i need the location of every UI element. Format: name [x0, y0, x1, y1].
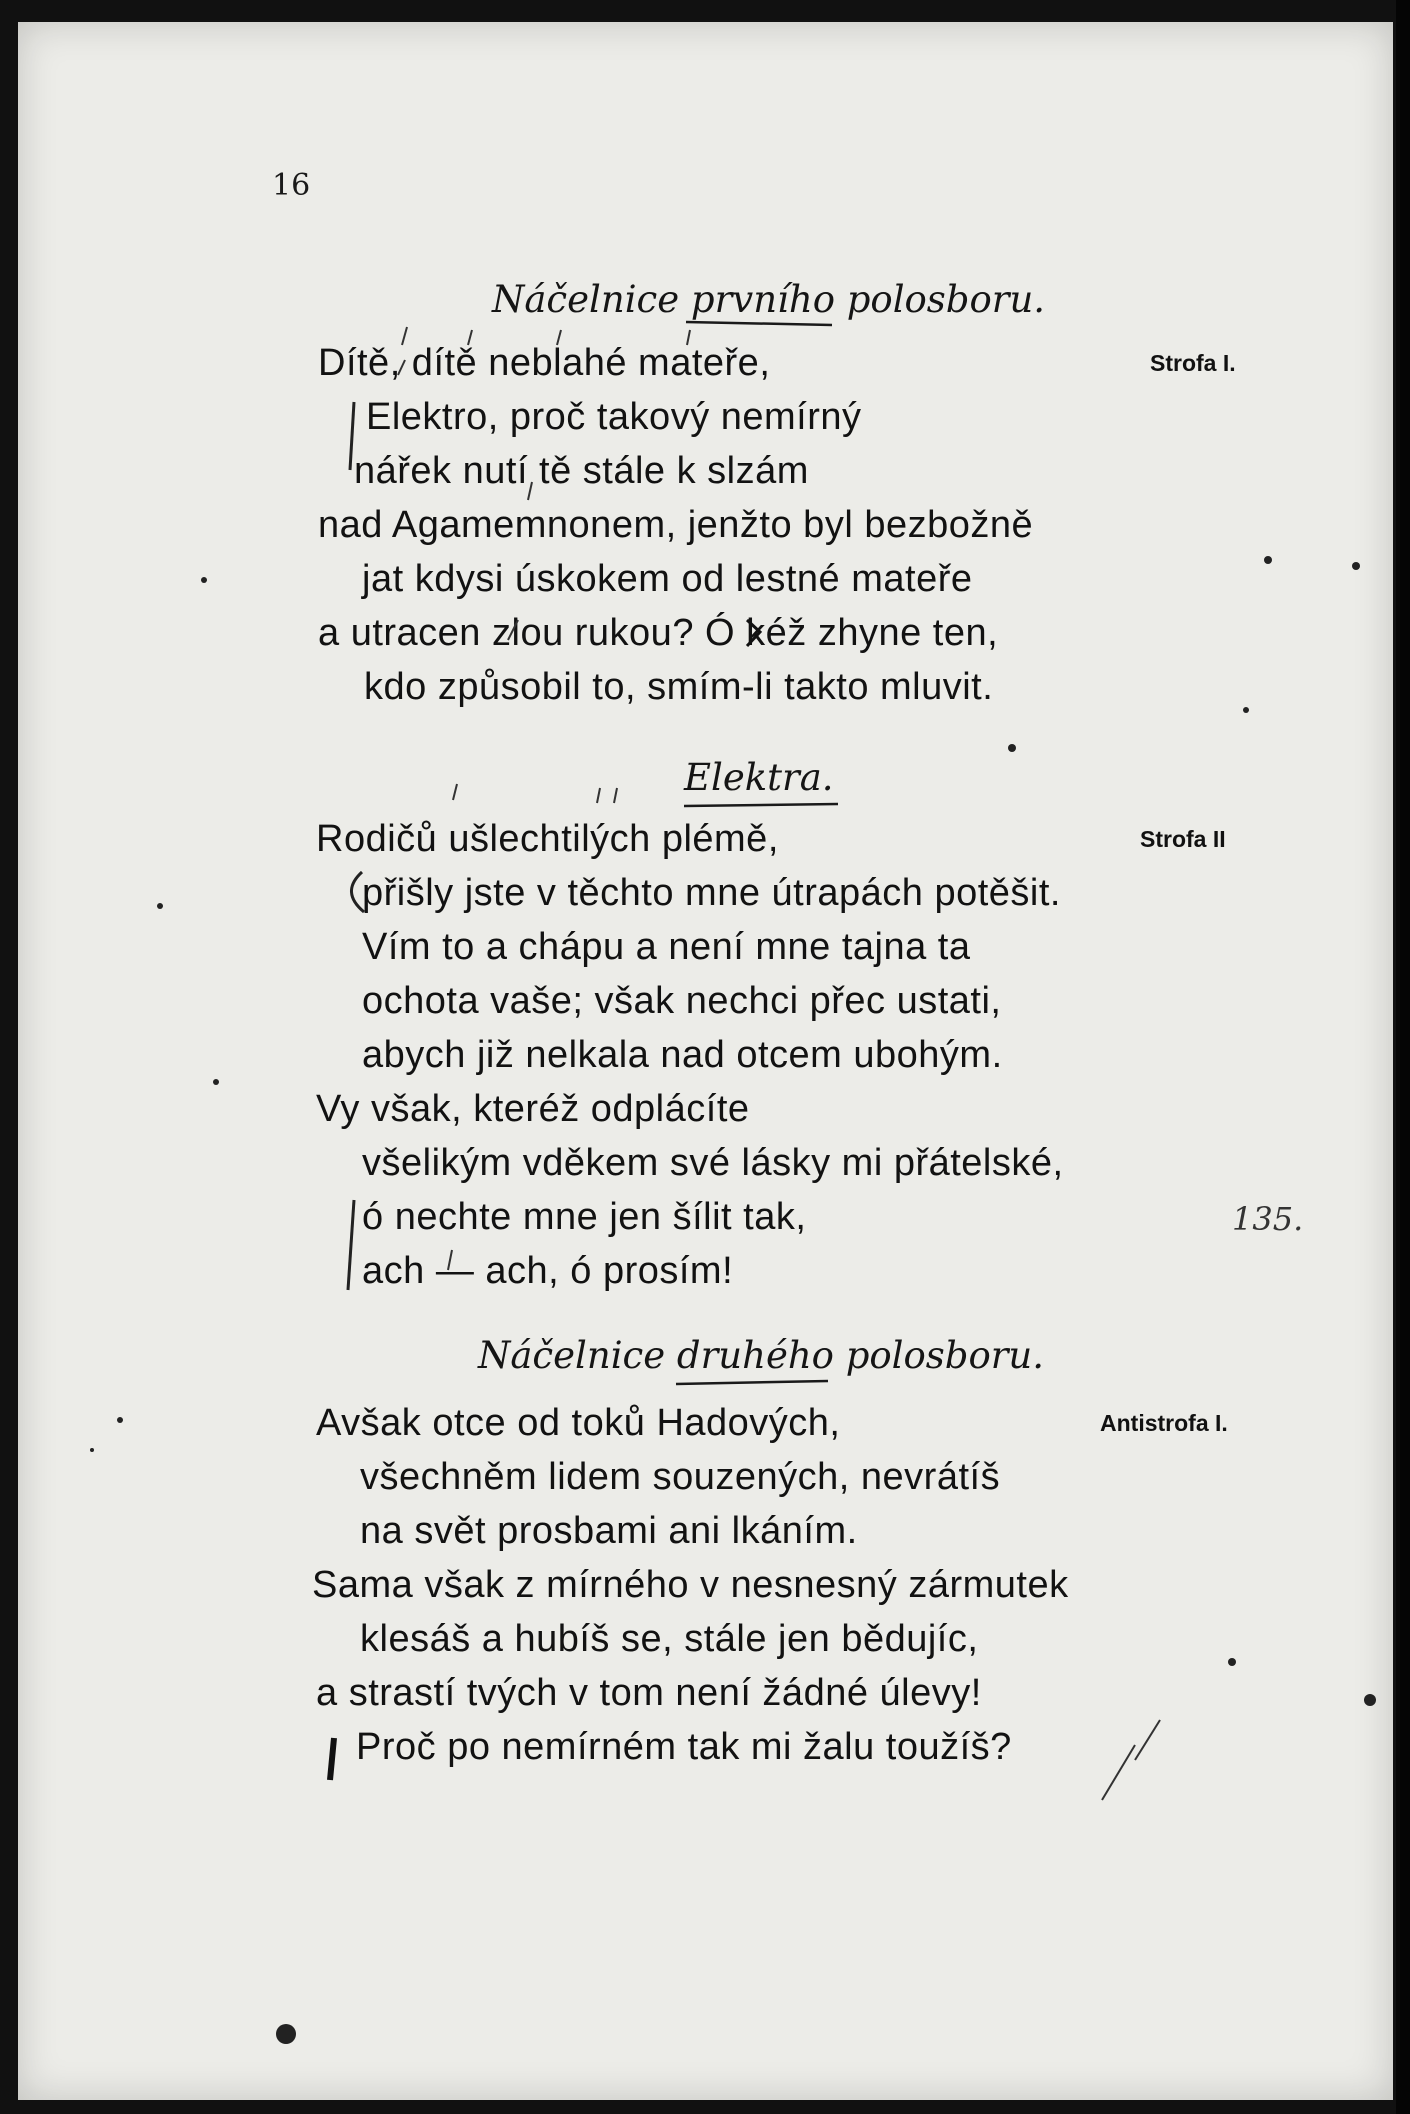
verse-line: Vy však, kteréž odplácíte	[316, 1088, 750, 1130]
section-3-margin-label: Antistrofa I.	[1100, 1410, 1228, 1436]
section-2-margin-label: Strofa II	[1140, 826, 1226, 852]
verse-line: Sama však z mírného v nesnesný zármutek	[312, 1564, 1069, 1606]
verse-line: všelikým vděkem své lásky mi přátelské,	[362, 1142, 1064, 1184]
verse-line: abych již nelkala nad otcem ubohým.	[362, 1034, 1003, 1076]
verse-line: nad Agamemnonem, jenžto byl bezbožně	[318, 504, 1034, 546]
verse-line: na svět prosbami ani lkáním.	[360, 1510, 858, 1552]
verse-line: Proč po nemírném tak mi žalu toužíš?	[356, 1726, 1012, 1768]
margin-bracket	[348, 1200, 354, 1290]
margin-bracket	[351, 872, 364, 912]
verse-line: Avšak otce od toků Hadových,	[316, 1402, 841, 1444]
heading-underline	[686, 322, 832, 325]
section-3-heading: Náčelnice druhého polosboru.	[478, 1334, 1045, 1377]
section-1-heading: Náčelnice prvního polosboru.	[492, 278, 1046, 321]
verse-line: klesáš a hubíš se, stále jen bědujíc,	[360, 1618, 979, 1660]
page-number: 16	[272, 168, 311, 203]
verse-line: ochota vaše; však nechci přec ustati,	[362, 980, 1002, 1022]
verse-line: a strastí tvých v tom není žádné úlevy!	[316, 1672, 982, 1714]
verse-line: Rodičů ušlechtilých plémě,	[316, 818, 779, 860]
section-2-heading: Elektra.	[684, 756, 834, 799]
handwritten-margin-note: 135.	[1232, 1200, 1304, 1238]
verse-line: nářek nutí tě stále k slzám	[354, 450, 809, 492]
verse-line: přišly jste v těchto mne útrapách potěšit.	[362, 872, 1061, 914]
margin-bracket	[350, 402, 354, 470]
verse-line: Dítě, dítě neblahé mateře,	[318, 342, 771, 384]
verse-line: všechněm lidem souzených, nevrátíš	[360, 1456, 1001, 1498]
verse-line: Vím to a chápu a není mne tajna ta	[362, 926, 971, 968]
verse-line: ach — ach, ó prosím!	[362, 1250, 734, 1292]
verse-line: kdo způsobil to, smím-li takto mluvit.	[364, 666, 994, 708]
verse-line: Elektro, proč takový nemírný	[366, 396, 862, 438]
section-1-margin-label: Strofa I.	[1150, 350, 1236, 376]
heading-underline	[684, 804, 838, 806]
verse-line: ó nechte mne jen šílit tak,	[362, 1196, 807, 1238]
margin-bracket	[330, 1738, 334, 1780]
verse-line: jat kdysi úskokem od lestné mateře	[362, 558, 973, 600]
heading-underline	[676, 1381, 828, 1384]
verse-line: a utracen zlou rukou? Ó kéž zhyne ten,	[318, 612, 999, 654]
